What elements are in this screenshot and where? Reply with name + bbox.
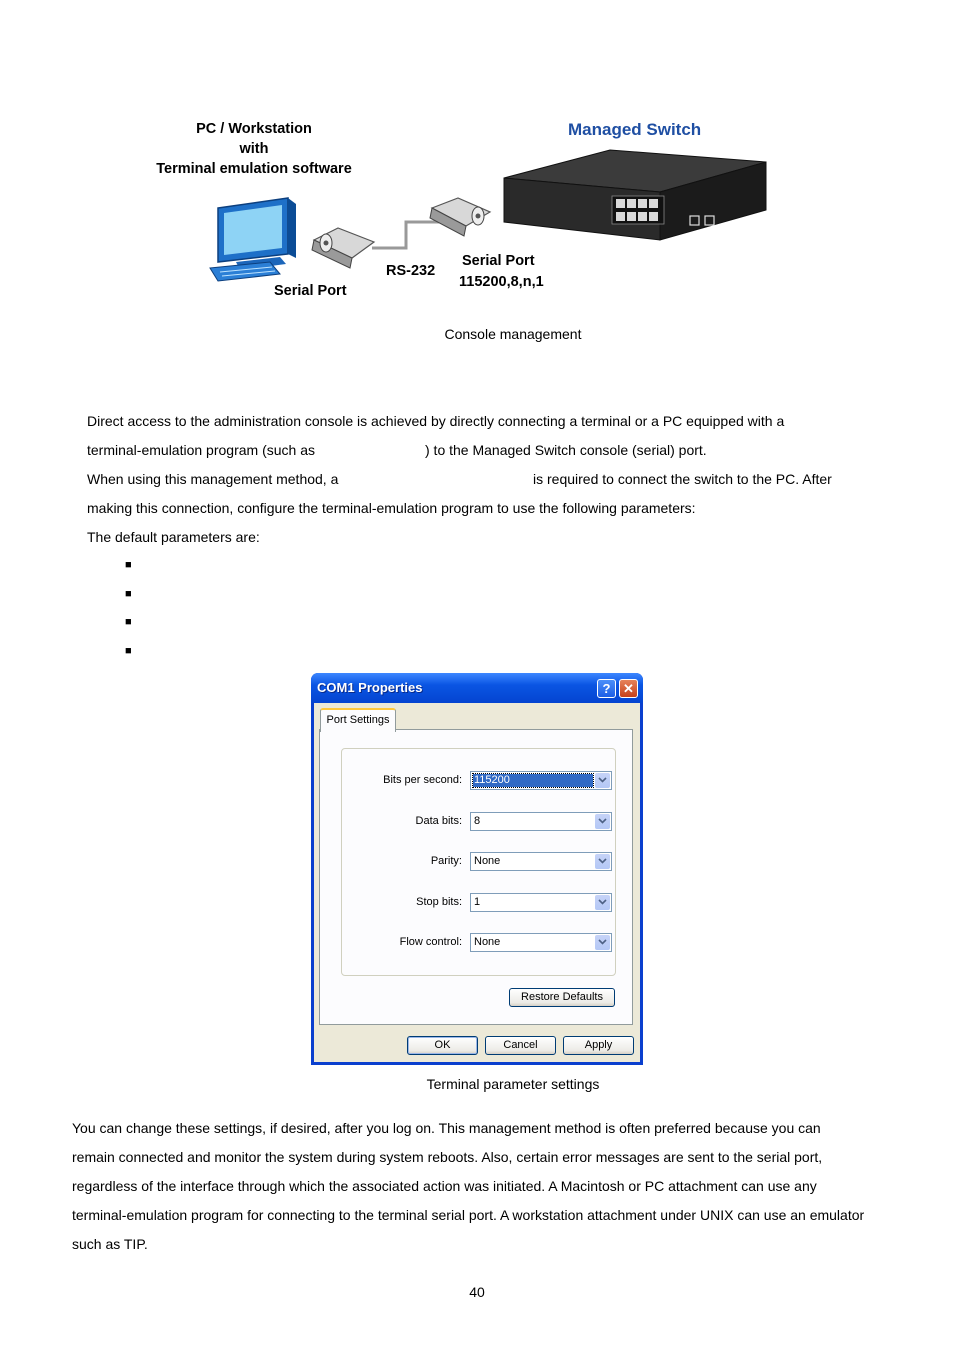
managed-switch-icon	[504, 150, 766, 240]
chevron-down-icon[interactable]	[595, 854, 610, 869]
closing-line-1: You can change these settings, if desired, after you log on. This management method is often preferred because you can	[72, 1120, 821, 1136]
parity-label: Parity:	[430, 855, 462, 867]
chevron-down-icon[interactable]	[595, 814, 610, 829]
serial-connector-left-icon	[312, 228, 374, 268]
cancel-button[interactable]: Cancel	[485, 1036, 556, 1055]
pc-icon	[210, 198, 296, 281]
pc-label-line2: with	[239, 141, 269, 157]
figure1-caption: Console management	[444, 326, 582, 342]
serial-connector-right-icon	[430, 198, 490, 236]
chevron-down-icon[interactable]	[595, 895, 610, 910]
closing-line-5: such as TIP.	[72, 1236, 148, 1252]
pc-label-line1: PC / Workstation	[196, 121, 312, 137]
managed-switch-label: Managed Switch	[568, 120, 702, 139]
data-bits-select[interactable]	[470, 812, 612, 831]
parity-value: None	[474, 855, 501, 867]
port-settings-group	[341, 748, 616, 976]
data-bits-value: 8	[474, 815, 481, 827]
intro-line-3a: When using this management method, a	[87, 471, 339, 487]
help-button[interactable]	[597, 679, 616, 698]
stop-bits-label: Stop bits:	[416, 896, 462, 908]
tab-port-settings[interactable]: Port Settings	[320, 708, 396, 732]
rs232-label: RS-232	[386, 263, 436, 279]
closing-line-4: terminal-emulation program for connecting to the terminal serial port. A workstation attachment under UNIX can use an emulator	[72, 1207, 865, 1223]
help-icon: ?	[602, 681, 611, 696]
dialog-title-bar[interactable]	[311, 673, 643, 703]
closing-line-3: regardless of the interface through which the associated action was initiated. A Macintosh or PC attachment can use any	[72, 1178, 817, 1194]
stop-bits-value: 1	[474, 896, 481, 908]
flow-control-select[interactable]	[470, 933, 612, 952]
serial-port-left-label: Serial Port	[274, 283, 347, 299]
bullet-3: ■	[125, 616, 132, 628]
bullet-1: ■	[125, 559, 132, 571]
parity-select[interactable]	[470, 852, 612, 871]
intro-line-3b: is required to connect the switch to the PC. After	[533, 471, 832, 487]
pc-label-line3: Terminal emulation software	[156, 161, 352, 177]
pc-workstation-label	[140, 119, 368, 179]
intro-line-4: making this connection, configure the terminal-emulation program to use the following parameters:	[87, 500, 696, 516]
bullet-4: ■	[125, 645, 132, 657]
console-diagram	[140, 112, 780, 312]
dialog-title: COM1 Properties	[317, 680, 423, 695]
intro-line-2b: ) to the Managed Switch console (serial) port.	[425, 442, 707, 458]
chevron-down-icon[interactable]	[595, 935, 610, 950]
serial-port-right-label: Serial Port	[462, 253, 535, 269]
restore-defaults-button[interactable]: Restore Defaults	[509, 988, 615, 1007]
bits-per-second-value: 115200	[473, 774, 593, 787]
flow-control-value: None	[474, 936, 501, 948]
intro-line-1: Direct access to the administration console is achieved by directly connecting a terminal or a PC equipped with a	[87, 413, 785, 429]
bits-per-second-label: Bits per second:	[383, 774, 462, 786]
serial-params-label: 115200,8,n,1	[459, 274, 544, 290]
com1-properties-dialog	[311, 673, 643, 1065]
apply-button[interactable]: Apply	[563, 1036, 634, 1055]
data-bits-label: Data bits:	[415, 815, 462, 827]
closing-line-2: remain connected and monitor the system during system reboots. Also, certain error messages are sent to the serial port,	[72, 1149, 823, 1165]
intro-line-5: The default parameters are:	[87, 529, 260, 545]
bits-per-second-select[interactable]	[470, 771, 612, 790]
bullet-2: ■	[125, 588, 132, 600]
close-icon: ✕	[623, 681, 634, 696]
close-button[interactable]	[619, 679, 638, 698]
page-number: 40	[469, 1284, 485, 1300]
flow-control-label: Flow control:	[399, 936, 462, 948]
port-settings-panel	[319, 729, 633, 1025]
intro-line-2a: terminal-emulation program (such as	[87, 442, 315, 458]
stop-bits-select[interactable]	[470, 893, 612, 912]
ok-button[interactable]: OK	[407, 1036, 478, 1055]
chevron-down-icon[interactable]	[595, 773, 610, 788]
dialog-body	[314, 703, 640, 1062]
figure2-caption: Terminal parameter settings	[426, 1076, 600, 1092]
